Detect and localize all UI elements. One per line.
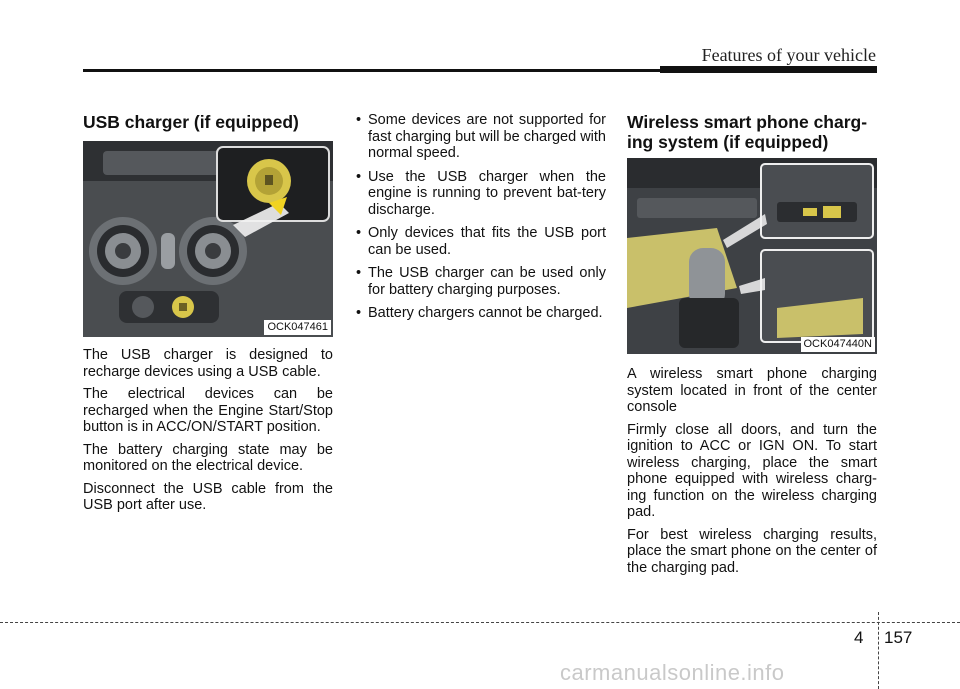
- wireless-charging-photo: [627, 158, 877, 354]
- usb-paragraph: The electrical devices can be recharged when the Engine Start/Stop button is in ACC/ON/START position.: [83, 386, 333, 435]
- usb-charger-illustration: [83, 141, 333, 337]
- wireless-photo-caption: OCK047440N: [801, 337, 876, 352]
- wireless-paragraph: For best wireless charging results, place the smart phone on the center of the charging pad.: [627, 526, 877, 576]
- usb-charger-photo: [83, 141, 333, 337]
- usb-bullet-list: [356, 112, 606, 322]
- usb-paragraph: Disconnect the USB cable from the USB port after use.: [83, 480, 333, 513]
- usb-photo-caption: OCK047461: [264, 320, 331, 335]
- wireless-pad-illustration: [627, 158, 877, 354]
- wireless-section: [627, 112, 877, 582]
- usb-paragraph: The battery charging state may be monitored on the electrical device.: [83, 441, 333, 474]
- wireless-paragraph: A wireless smart phone charging system located in front of the center console: [627, 366, 877, 415]
- list-item: • Some devices are not supported for fast charging but will be charged with normal speed.: [356, 112, 606, 162]
- usb-notes: [356, 112, 606, 329]
- footer-vertical-rule: [878, 612, 879, 689]
- usb-heading: USB charger (if equipped): [83, 112, 299, 132]
- header-rule: [83, 69, 663, 72]
- wireless-heading: Wireless smart phone charg-ing system (if equipped): [627, 112, 868, 152]
- list-item: • The USB charger can be used only for battery charging purposes.: [356, 265, 606, 298]
- usb-paragraph: The USB charger is designed to recharge devices using a USB cable.: [83, 347, 333, 380]
- page-number: 157: [884, 628, 913, 647]
- chapter-number: 4: [854, 628, 864, 647]
- footer-rule: [0, 622, 960, 623]
- list-item: • Battery chargers cannot be charged.: [356, 305, 606, 322]
- list-item: • Only devices that fits the USB port can be used.: [356, 225, 606, 258]
- header-title: Features of your vehicle: [701, 45, 876, 65]
- header-rule-thick: [660, 66, 877, 73]
- watermark: carmanualsonline.info: [560, 660, 785, 685]
- wireless-paragraph: Firmly close all doors, and turn the ignition to ACC or IGN ON. To start wireless charging, place the smart phone equipped with wireless charg-ing function on the wireless charging pad.: [627, 421, 877, 520]
- usb-section: [83, 112, 333, 520]
- list-item: • Use the USB charger when the engine is running to prevent bat-tery discharge.: [356, 169, 606, 219]
